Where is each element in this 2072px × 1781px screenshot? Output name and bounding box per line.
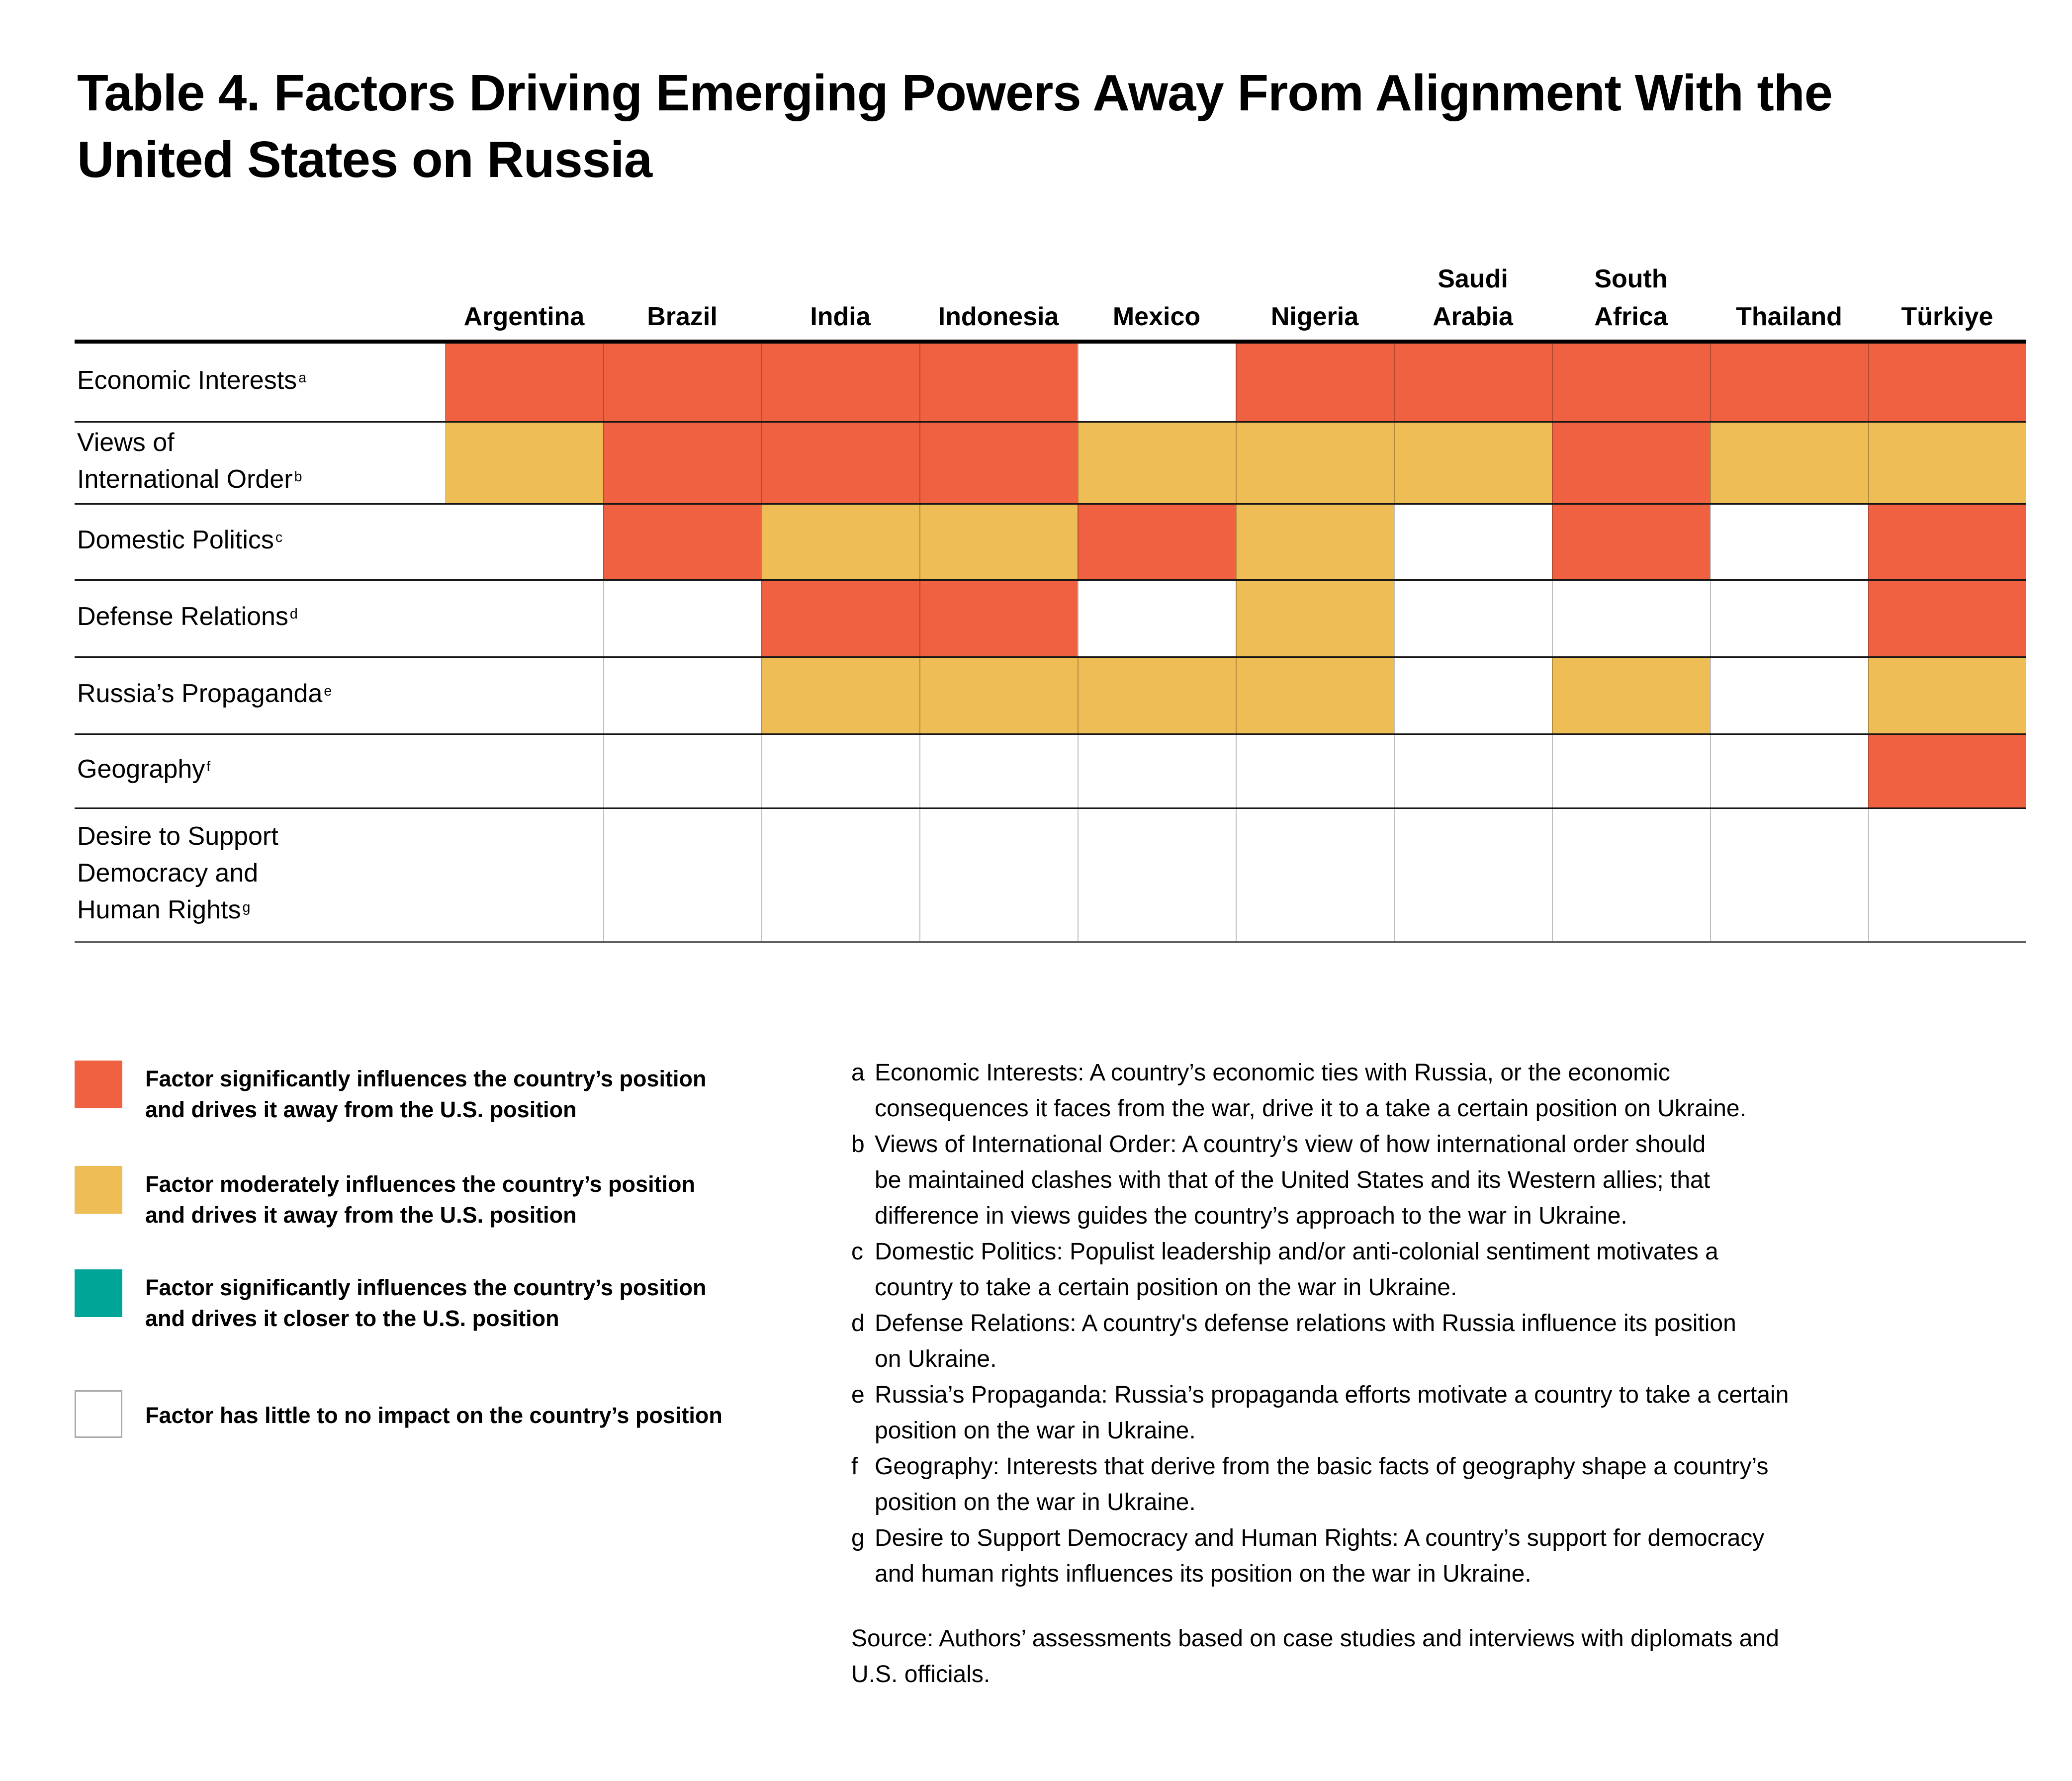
footnote-e: [851, 1377, 2060, 1449]
footnote-letter-a: a: [851, 1060, 865, 1086]
cell-defense-relations-india: [761, 581, 919, 656]
cell-geography-brazil: [603, 735, 761, 807]
column-header-text: Argentina: [463, 302, 585, 331]
cell-domestic-politics-argentina: [445, 505, 603, 579]
footnote-g-line: and human rights influences its position on the war in Ukraine.: [875, 1561, 1531, 1587]
legend-label-line: and drives it away from the U.S. position: [145, 1202, 577, 1228]
cell-domestic-politics-mexico: [1078, 505, 1236, 579]
table-title-line2: United States on Russia: [77, 131, 652, 188]
row-label-russia-s-propaganda: [75, 658, 445, 733]
footnote-b-line: be maintained clashes with that of the United States and its Western allies; that: [875, 1167, 1711, 1193]
row-label-geography: [75, 735, 445, 807]
footnote-g-line: g Desire to Support Democracy and Human Rights: A country’s support for democracy: [851, 1520, 2060, 1556]
cell-geography-t-rkiye: [1868, 735, 2026, 807]
legend-item-1: [75, 1166, 695, 1231]
footnote-a-line: a Economic Interests: A country’s economic ties with Russia, or the economic: [851, 1055, 2060, 1091]
cell-desire-to-support-democracy-and-human-rights-india: [761, 809, 919, 941]
column-header-text: Saudi: [1438, 265, 1508, 293]
footnote-f: [851, 1449, 2060, 1520]
cell-geography-indonesia: [919, 735, 1078, 807]
cell-views-of-international-order-saudi-arabia: [1394, 423, 1552, 503]
cell-defense-relations-brazil: [603, 581, 761, 656]
row-label-economic-interests: [75, 344, 445, 421]
cell-desire-to-support-democracy-and-human-rights-argentina: [445, 809, 603, 941]
footnote-letter-b: b: [851, 1131, 865, 1158]
column-header-mexico: [1078, 298, 1236, 340]
cell-desire-to-support-democracy-and-human-rights-nigeria: [1236, 809, 1394, 941]
cell-russia-s-propaganda-indonesia: [919, 658, 1078, 733]
source-note: [851, 1621, 2060, 1692]
cell-geography-saudi-arabia: [1394, 735, 1552, 807]
cell-views-of-international-order-south-africa: [1552, 423, 1710, 503]
factors-table: [75, 247, 2026, 943]
cell-economic-interests-argentina: [445, 344, 603, 421]
cell-views-of-international-order-indonesia: [919, 423, 1078, 503]
footnote-e-line: e Russia’s Propaganda: Russia’s propaganda efforts motivate a country to take a certain: [851, 1377, 2060, 1413]
legend-label: [145, 1269, 707, 1334]
cell-economic-interests-mexico: [1078, 344, 1236, 421]
cell-views-of-international-order-mexico: [1078, 423, 1236, 503]
cell-geography-nigeria: [1236, 735, 1394, 807]
cell-domestic-politics-thailand: [1710, 505, 1868, 579]
cell-economic-interests-t-rkiye: [1868, 344, 2026, 421]
column-header-argentina: [445, 298, 603, 340]
cell-domestic-politics-brazil: [603, 505, 761, 579]
column-header-text: Arabia: [1433, 302, 1513, 331]
column-header-thailand: [1710, 298, 1868, 340]
cell-views-of-international-order-brazil: [603, 423, 761, 503]
legend-label: [145, 1390, 722, 1438]
table-row-defense-relations: [75, 581, 2026, 658]
cell-domestic-politics-t-rkiye: [1868, 505, 2026, 579]
row-label-views-of-international-order: [75, 423, 445, 503]
legend-item-2: [75, 1269, 707, 1334]
footnote-d: [851, 1306, 2060, 1377]
table-body: [75, 340, 2026, 943]
legend-label-line: Factor moderately influences the country’s position: [145, 1171, 696, 1197]
table-row-economic-interests: [75, 344, 2026, 423]
row-label-text: Human Rights $^g$: [77, 895, 251, 924]
footnote-letter-e: e: [851, 1382, 865, 1408]
footnote-letter-d: d: [851, 1310, 865, 1336]
footnote-d-line: on Ukraine.: [875, 1346, 997, 1372]
column-header-text: India: [810, 302, 871, 331]
cell-defense-relations-saudi-arabia: [1394, 581, 1552, 656]
column-header-text: Türkiye: [1901, 302, 1993, 331]
column-header-text: Nigeria: [1270, 302, 1359, 331]
cell-geography-south-africa: [1552, 735, 1710, 807]
cell-economic-interests-south-africa: [1552, 344, 1710, 421]
column-header-india: [761, 298, 919, 340]
column-header-text: Indonesia: [938, 302, 1059, 331]
footnote-letter-f: f: [851, 1453, 858, 1480]
cell-russia-s-propaganda-brazil: [603, 658, 761, 733]
legend-swatch-significant-away: [75, 1061, 122, 1108]
cell-defense-relations-mexico: [1078, 581, 1236, 656]
column-header-text: South: [1594, 265, 1668, 293]
cell-economic-interests-nigeria: [1236, 344, 1394, 421]
row-label-domestic-politics: [75, 505, 445, 579]
column-header-text: Brazil: [647, 302, 718, 331]
row-label-text: Economic Interests $^a$: [77, 366, 307, 395]
cell-russia-s-propaganda-saudi-arabia: [1394, 658, 1552, 733]
column-header-brazil: [603, 298, 761, 340]
legend-label: [145, 1061, 707, 1125]
cell-domestic-politics-indonesia: [919, 505, 1078, 579]
cell-defense-relations-t-rkiye: [1868, 581, 2026, 656]
table-header-row: [75, 247, 2026, 340]
cell-views-of-international-order-nigeria: [1236, 423, 1394, 503]
footnote-marker-e: e: [324, 683, 332, 700]
table-row-geography: [75, 735, 2026, 809]
row-label-defense-relations: [75, 581, 445, 656]
column-header-indonesia: [919, 298, 1078, 340]
legend-label-line: Factor significantly influences the country’s position: [145, 1066, 707, 1091]
footnote-letter-g: g: [851, 1525, 865, 1551]
footnote-c-line: c Domestic Politics: Populist leadership and/or anti-colonial sentiment motivates a: [851, 1234, 2060, 1270]
column-header-text: Thailand: [1736, 302, 1842, 331]
column-header-text: Africa: [1594, 302, 1668, 331]
table-title-line1: Table 4. Factors Driving Emerging Powers Away From Alignment With the: [77, 64, 1832, 121]
cell-views-of-international-order-india: [761, 423, 919, 503]
row-label-text: Views of: [77, 428, 175, 457]
row-label-text: Defense Relations $^d$: [77, 602, 298, 631]
cell-desire-to-support-democracy-and-human-rights-t-rkiye: [1868, 809, 2026, 941]
cell-russia-s-propaganda-t-rkiye: [1868, 658, 2026, 733]
cell-domestic-politics-saudi-arabia: [1394, 505, 1552, 579]
legend-swatch-moderate-away: [75, 1166, 122, 1214]
column-header-nigeria: [1236, 298, 1394, 340]
column-header-saudi-arabia: [1394, 260, 1552, 340]
cell-russia-s-propaganda-argentina: [445, 658, 603, 733]
footnote-marker-f: f: [206, 759, 211, 775]
footnote-a: [851, 1055, 2060, 1127]
source-line2: U.S. officials.: [851, 1661, 991, 1688]
cell-views-of-international-order-argentina: [445, 423, 603, 503]
cell-desire-to-support-democracy-and-human-rights-indonesia: [919, 809, 1078, 941]
cell-geography-thailand: [1710, 735, 1868, 807]
column-header-t-rkiye: [1868, 298, 2026, 340]
footnote-b-line: difference in views guides the country’s approach to the war in Ukraine.: [875, 1203, 1627, 1229]
cell-defense-relations-indonesia: [919, 581, 1078, 656]
column-header-text: Mexico: [1112, 302, 1201, 331]
row-label-text: Geography $^f$: [77, 755, 211, 784]
legend-swatch-none: [75, 1390, 122, 1438]
footnote-marker-b: b: [294, 469, 302, 485]
legend-label-line: and drives it away from the U.S. position: [145, 1097, 577, 1122]
footnote-e-line: position on the war in Ukraine.: [875, 1418, 1196, 1444]
footnote-marker-c: c: [275, 530, 283, 546]
footnote-b: [851, 1127, 2060, 1234]
source-line1: Source: Authors’ assessments based on case studies and interviews with diplomats and: [851, 1625, 1779, 1652]
legend-label: [145, 1166, 695, 1231]
cell-geography-argentina: [445, 735, 603, 807]
cell-geography-mexico: [1078, 735, 1236, 807]
footnote-f-line: position on the war in Ukraine.: [875, 1489, 1196, 1515]
cell-defense-relations-nigeria: [1236, 581, 1394, 656]
cell-desire-to-support-democracy-and-human-rights-south-africa: [1552, 809, 1710, 941]
cell-defense-relations-thailand: [1710, 581, 1868, 656]
cell-russia-s-propaganda-south-africa: [1552, 658, 1710, 733]
row-label-text: Desire to Support: [77, 822, 278, 851]
legend-label-line: Factor has little to no impact on the country’s position: [145, 1403, 722, 1428]
cell-economic-interests-saudi-arabia: [1394, 344, 1552, 421]
footnote-f-line: f Geography: Interests that derive from the basic facts of geography shape a country’s: [851, 1449, 2060, 1485]
table-row-views-of-international-order: [75, 423, 2026, 505]
footnote-d-line: d Defense Relations: A country's defense relations with Russia influence its position: [851, 1306, 2060, 1341]
cell-desire-to-support-democracy-and-human-rights-saudi-arabia: [1394, 809, 1552, 941]
cell-domestic-politics-nigeria: [1236, 505, 1394, 579]
cell-economic-interests-thailand: [1710, 344, 1868, 421]
footnote-a-line: consequences it faces from the war, drive it to a take a certain position on Ukraine.: [875, 1095, 1746, 1122]
table-title: [77, 60, 1832, 193]
row-label-text: International Order $^b$: [77, 465, 302, 494]
cell-russia-s-propaganda-nigeria: [1236, 658, 1394, 733]
cell-desire-to-support-democracy-and-human-rights-brazil: [603, 809, 761, 941]
footnote-c: [851, 1234, 2060, 1306]
row-label-desire-to-support-democracy-and-human-rights: [75, 809, 445, 941]
cell-russia-s-propaganda-india: [761, 658, 919, 733]
cell-defense-relations-argentina: [445, 581, 603, 656]
footnote-c-line: country to take a certain position on the war in Ukraine.: [875, 1274, 1457, 1301]
footnote-marker-d: d: [289, 606, 298, 623]
row-label-text: Domestic Politics $^c$: [77, 526, 283, 554]
cell-economic-interests-indonesia: [919, 344, 1078, 421]
cell-economic-interests-brazil: [603, 344, 761, 421]
cell-views-of-international-order-t-rkiye: [1868, 423, 2026, 503]
cell-domestic-politics-india: [761, 505, 919, 579]
legend-label-line: Factor significantly influences the country’s position: [145, 1275, 707, 1300]
cell-desire-to-support-democracy-and-human-rights-mexico: [1078, 809, 1236, 941]
row-label-text: Democracy and: [77, 859, 259, 888]
footnote-marker-g: g: [242, 899, 251, 916]
footnote-letter-c: c: [851, 1239, 863, 1265]
cell-russia-s-propaganda-mexico: [1078, 658, 1236, 733]
footnote-marker-a: a: [298, 370, 307, 386]
cell-domestic-politics-south-africa: [1552, 505, 1710, 579]
cell-russia-s-propaganda-thailand: [1710, 658, 1868, 733]
legend-item-3: [75, 1390, 722, 1438]
legend-swatch-significant-closer: [75, 1269, 122, 1317]
cell-desire-to-support-democracy-and-human-rights-thailand: [1710, 809, 1868, 941]
footnote-b-line: b Views of International Order: A country’s view of how international order should: [851, 1127, 2060, 1162]
cell-economic-interests-india: [761, 344, 919, 421]
column-header-south-africa: [1552, 260, 1710, 340]
legend-item-0: [75, 1061, 707, 1125]
row-label-text: Russia’s Propaganda $^e$: [77, 679, 332, 708]
table-row-desire-to-support-democracy-and-human-rights: [75, 809, 2026, 941]
table-row-domestic-politics: [75, 505, 2026, 581]
footnotes: [851, 1055, 2060, 1692]
footnote-g: [851, 1520, 2060, 1592]
cell-defense-relations-south-africa: [1552, 581, 1710, 656]
cell-geography-india: [761, 735, 919, 807]
cell-views-of-international-order-thailand: [1710, 423, 1868, 503]
table-row-russia-s-propaganda: [75, 658, 2026, 735]
legend-label-line: and drives it closer to the U.S. position: [145, 1306, 559, 1331]
